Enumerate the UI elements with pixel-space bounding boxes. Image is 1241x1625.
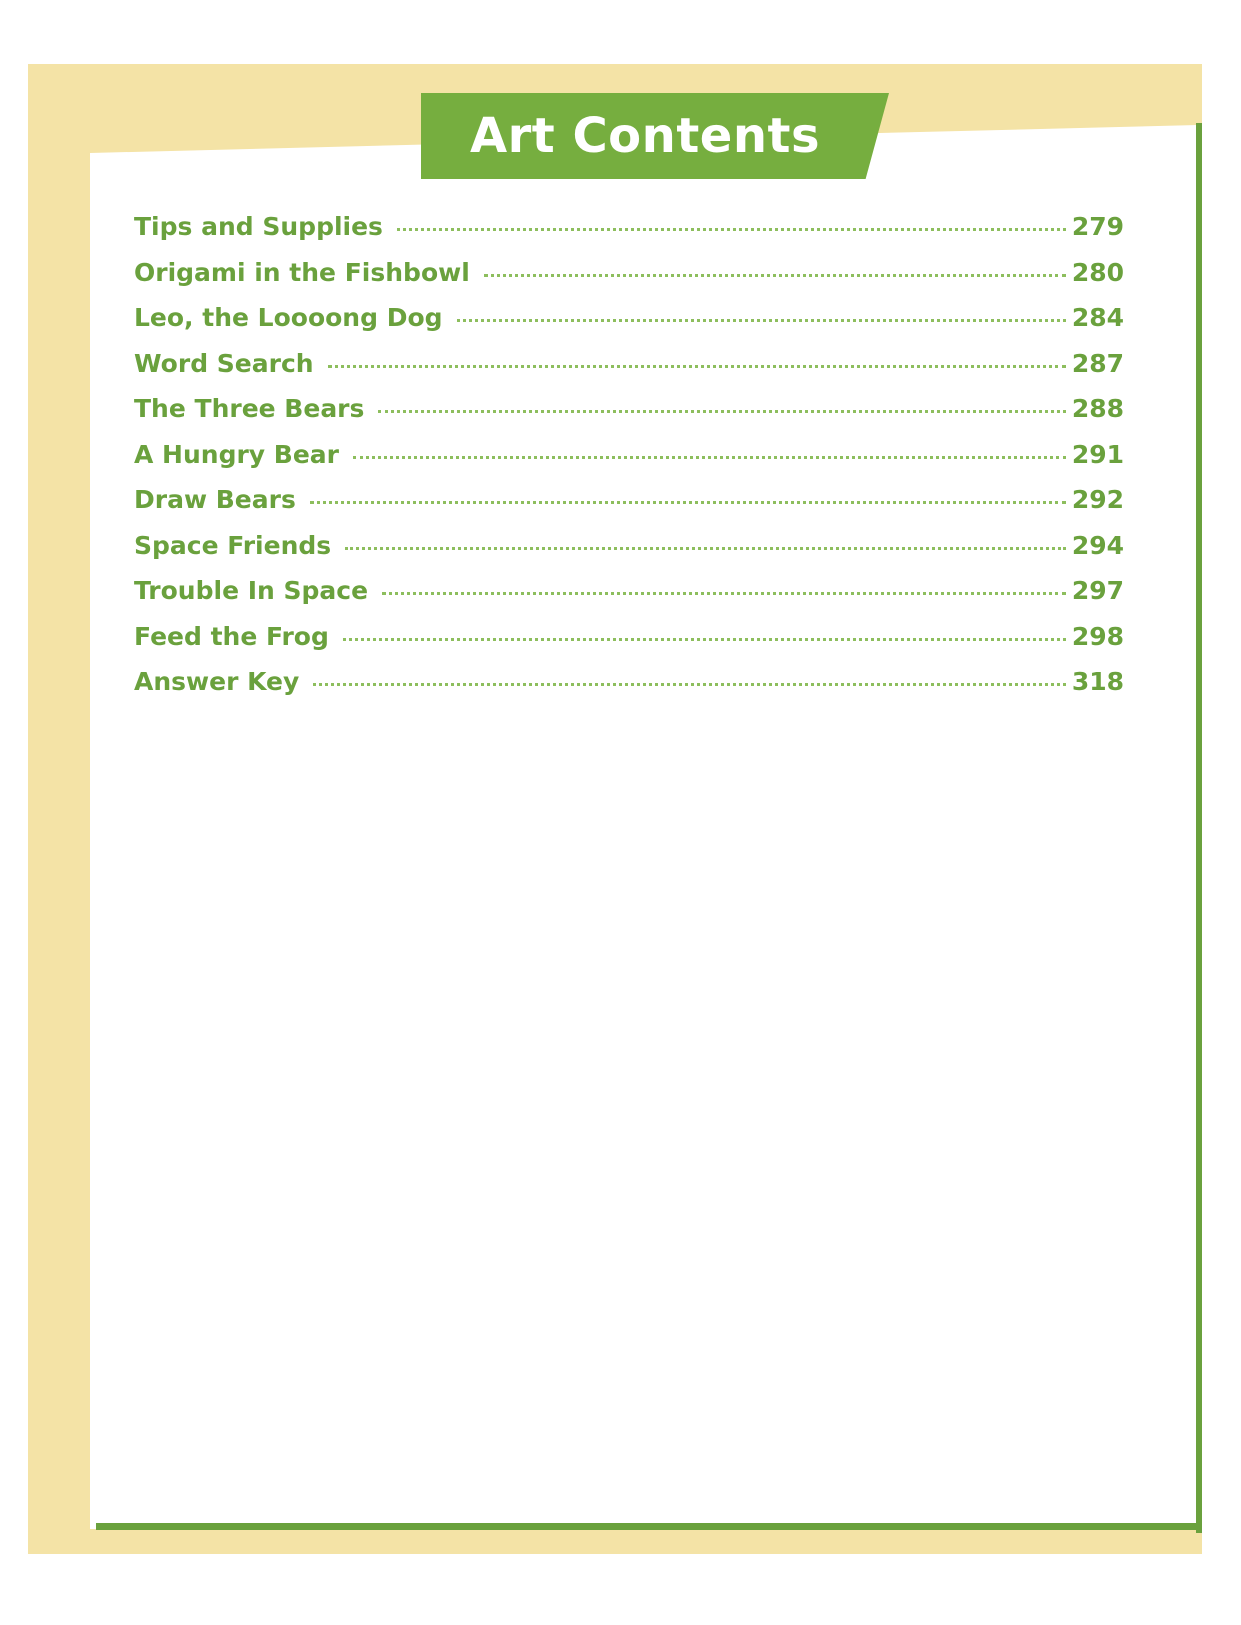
toc-entry-page: 288 <box>1071 394 1124 423</box>
toc-entry-title: Tips and Supplies <box>134 212 383 241</box>
table-of-contents <box>134 212 1124 713</box>
toc-entry-page: 279 <box>1071 212 1124 241</box>
toc-entry-title: Trouble In Space <box>134 576 369 605</box>
toc-entry-title: Origami in the Fishbowl <box>134 257 470 287</box>
toc-entry-title: Space Friends <box>134 530 332 560</box>
toc-entry-page: 298 <box>1071 621 1124 651</box>
toc-entry-title: Draw Bears <box>134 485 296 514</box>
toc-entry[interactable] <box>134 212 1124 258</box>
toc-entry-title: Word Search <box>134 348 314 378</box>
toc-entry-page: 294 <box>1071 530 1124 560</box>
dot-leader <box>382 592 1066 595</box>
toc-entry-title: A Hungry Bear <box>134 439 340 469</box>
page-title: Art Contents <box>469 108 821 164</box>
dot-leader <box>484 274 1066 277</box>
toc-entry-page: 297 <box>1071 576 1124 605</box>
dot-leader <box>310 501 1066 504</box>
toc-entry[interactable] <box>134 349 1124 395</box>
toc-entry-page: 318 <box>1071 667 1124 696</box>
toc-entry-title: Feed the Frog <box>134 621 329 651</box>
dot-leader <box>397 228 1066 231</box>
sheet-border-bottom <box>96 1523 1202 1530</box>
toc-entry[interactable] <box>134 485 1124 531</box>
toc-entry[interactable] <box>134 622 1124 668</box>
toc-entry-page: 287 <box>1071 348 1124 378</box>
dot-leader <box>328 365 1066 368</box>
dot-leader <box>313 683 1066 686</box>
toc-entry[interactable] <box>134 531 1124 577</box>
dot-leader <box>378 410 1065 413</box>
dot-leader <box>353 456 1066 459</box>
toc-entry[interactable] <box>134 303 1124 349</box>
dot-leader <box>457 319 1066 322</box>
sheet-border-right <box>1196 123 1202 1533</box>
toc-entry-page: 291 <box>1071 439 1124 469</box>
dot-leader <box>343 638 1066 641</box>
toc-entry[interactable] <box>134 576 1124 622</box>
toc-entry-title: The Three Bears <box>134 394 365 423</box>
toc-entry-page: 284 <box>1071 303 1124 332</box>
toc-entry-title: Leo, the Loooong Dog <box>134 303 443 332</box>
toc-entry[interactable] <box>134 440 1124 486</box>
toc-entry[interactable] <box>134 394 1124 440</box>
toc-entry-page: 280 <box>1071 257 1124 287</box>
toc-entry-title: Answer Key <box>134 667 300 696</box>
dot-leader <box>345 547 1066 550</box>
toc-entry[interactable] <box>134 667 1124 713</box>
toc-entry[interactable] <box>134 258 1124 304</box>
toc-entry-page: 292 <box>1071 485 1124 514</box>
